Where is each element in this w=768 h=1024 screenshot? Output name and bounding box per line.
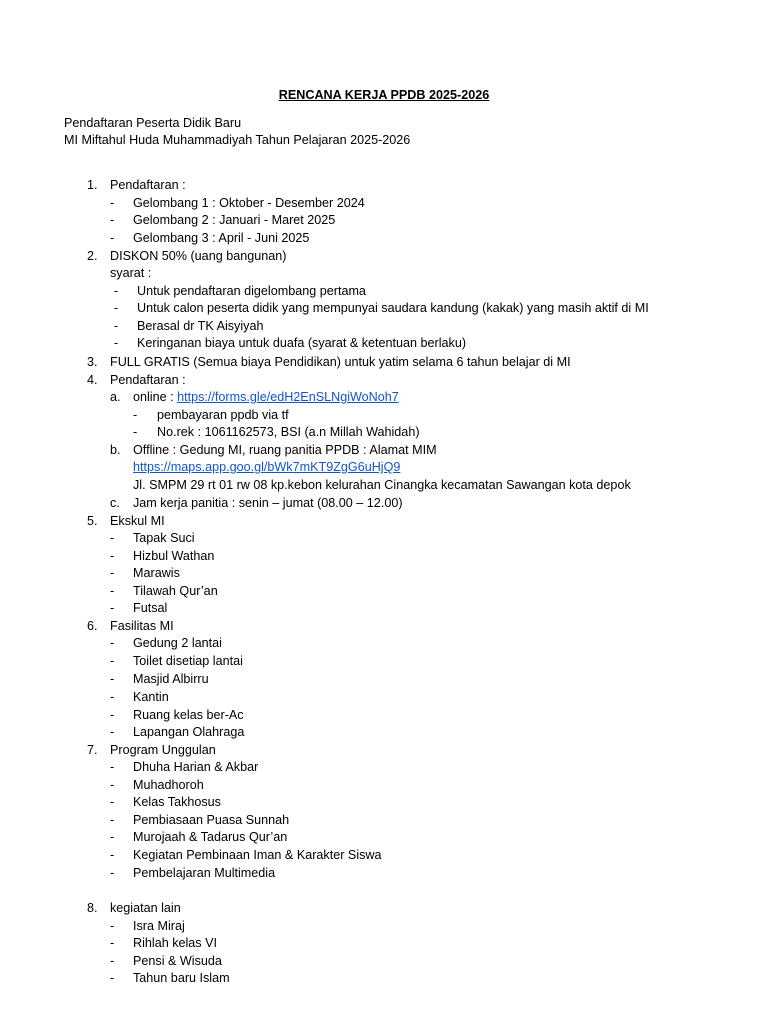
section-heading: kegiatan lain [110,901,181,915]
list-item: Pembelajaran Multimedia [133,866,276,880]
bullet-dash: - [110,760,115,774]
bullet-dash: - [110,584,115,598]
bullet-dash: - [110,601,115,615]
section-heading: Program Unggulan [110,743,216,757]
bullet-dash: - [114,319,119,333]
list-item: Isra Miraj [133,919,185,933]
list-item: Kantin [133,690,169,704]
bullet-dash: - [110,549,115,563]
bullet-dash: - [110,919,115,933]
list-item: Pembiasaan Puasa Sunnah [133,813,290,827]
section-heading: FULL GRATIS (Semua biaya Pendidikan) untuk yatim selama 6 tahun belajar di MI [110,355,571,369]
bullet-dash: - [114,301,119,315]
sub-label-c: c. [110,496,120,510]
bullet-dash: - [133,408,138,422]
address: Jl. SMPM 29 rt 01 rw 08 kp.kebon kelurahan Cinangka kecamatan Sawangan kota depok [133,478,631,492]
list-item: Futsal [133,601,168,615]
list-item: Muhadhoroh [133,778,204,792]
bullet-dash: - [110,636,115,650]
offline-registration: Offline : Gedung MI, ruang panitia PPDB : Alamat MIM [133,443,437,457]
list-item: Hizbul Wathan [133,549,215,563]
bullet-dash: - [110,813,115,827]
list-number: 5. [87,514,98,528]
section-heading: Ekskul MI [110,514,165,528]
list-item: Keringanan biaya untuk duafa (syarat & ketentuan berlaku) [137,336,467,350]
list-item: Murojaah & Tadarus Qur’an [133,830,288,844]
list-item: Gedung 2 lantai [133,636,222,650]
list-number: 1. [87,178,98,192]
bullet-dash: - [110,672,115,686]
list-item: Tilawah Qur’an [133,584,218,598]
bullet-dash: - [114,336,119,350]
bullet-dash: - [110,196,115,210]
bullet-dash: - [110,531,115,545]
list-number: 2. [87,249,98,263]
list-item: Tahun baru Islam [133,971,230,985]
bullet-dash: - [110,795,115,809]
list-item: Gelombang 2 : Januari - Maret 2025 [133,213,336,227]
list-item: Dhuha Harian & Akbar [133,760,259,774]
online-registration [133,390,399,404]
bullet-dash: - [110,566,115,580]
list-number: 6. [87,619,98,633]
section-heading: Pendaftaran : [110,373,186,387]
bullet-dash: - [110,213,115,227]
list-item: Tapak Suci [133,531,195,545]
section-heading: DISKON 50% (uang bangunan) [110,249,287,263]
list-item: Untuk calon peserta didik yang mempunyai saudara kandung (kakak) yang masih aktif di MI [137,301,649,315]
intro-line-1: Pendaftaran Peserta Didik Baru [64,116,242,130]
section-heading: Fasilitas MI [110,619,174,633]
office-hours: Jam kerja panitia : senin – jumat (08.00 – 12.00) [133,496,403,510]
bullet-dash: - [110,971,115,985]
maps-link[interactable]: https://maps.app.goo.gl/bWk7mKT9ZgG6uHjQ9 [133,460,401,474]
sub-label-a: a. [110,390,121,404]
list-item: Pensi & Wisuda [133,954,222,968]
list-number: 3. [87,355,98,369]
list-item: Marawis [133,566,180,580]
list-item: pembayaran ppdb via tf [157,408,289,422]
bullet-dash: - [110,954,115,968]
list-item: Gelombang 3 : April - Juni 2025 [133,231,310,245]
intro-line-2: MI Miftahul Huda Muhammadiyah Tahun Pelajaran 2025-2026 [64,133,411,147]
section-heading: Pendaftaran : [110,178,186,192]
bullet-dash: - [110,725,115,739]
list-number: 8. [87,901,98,915]
list-item: No.rek : 1061162573, BSI (a.n Millah Wahidah) [157,425,420,439]
bullet-dash: - [114,284,119,298]
document-title: RENCANA KERJA PPDB 2025-2026 [278,88,490,102]
bullet-dash: - [110,231,115,245]
sub-label-b: b. [110,443,121,457]
online-label: online : [133,390,178,404]
bullet-dash: - [110,708,115,722]
list-item: Berasal dr TK Aisyiyah [137,319,264,333]
list-item: Gelombang 1 : Oktober - Desember 2024 [133,196,365,210]
list-item: Kelas Takhosus [133,795,221,809]
list-item: Rihlah kelas VI [133,936,217,950]
bullet-dash: - [110,690,115,704]
google-form-link[interactable]: https://forms.gle/edH2EnSLNgiWoNoh7 [177,390,399,404]
bullet-dash: - [110,848,115,862]
list-item: Toilet disetiap lantai [133,654,243,668]
list-item: Kegiatan Pembinaan Iman & Karakter Siswa [133,848,382,862]
bullet-dash: - [133,425,138,439]
list-item: Masjid Albirru [133,672,209,686]
list-number: 7. [87,743,98,757]
list-item: Untuk pendaftaran digelombang pertama [137,284,366,298]
bullet-dash: - [110,778,115,792]
bullet-dash: - [110,866,115,880]
section-subheading: syarat : [110,266,152,280]
list-item: Lapangan Olahraga [133,725,245,739]
bullet-dash: - [110,830,115,844]
bullet-dash: - [110,936,115,950]
bullet-dash: - [110,654,115,668]
list-number: 4. [87,373,98,387]
list-item: Ruang kelas ber-Ac [133,708,244,722]
